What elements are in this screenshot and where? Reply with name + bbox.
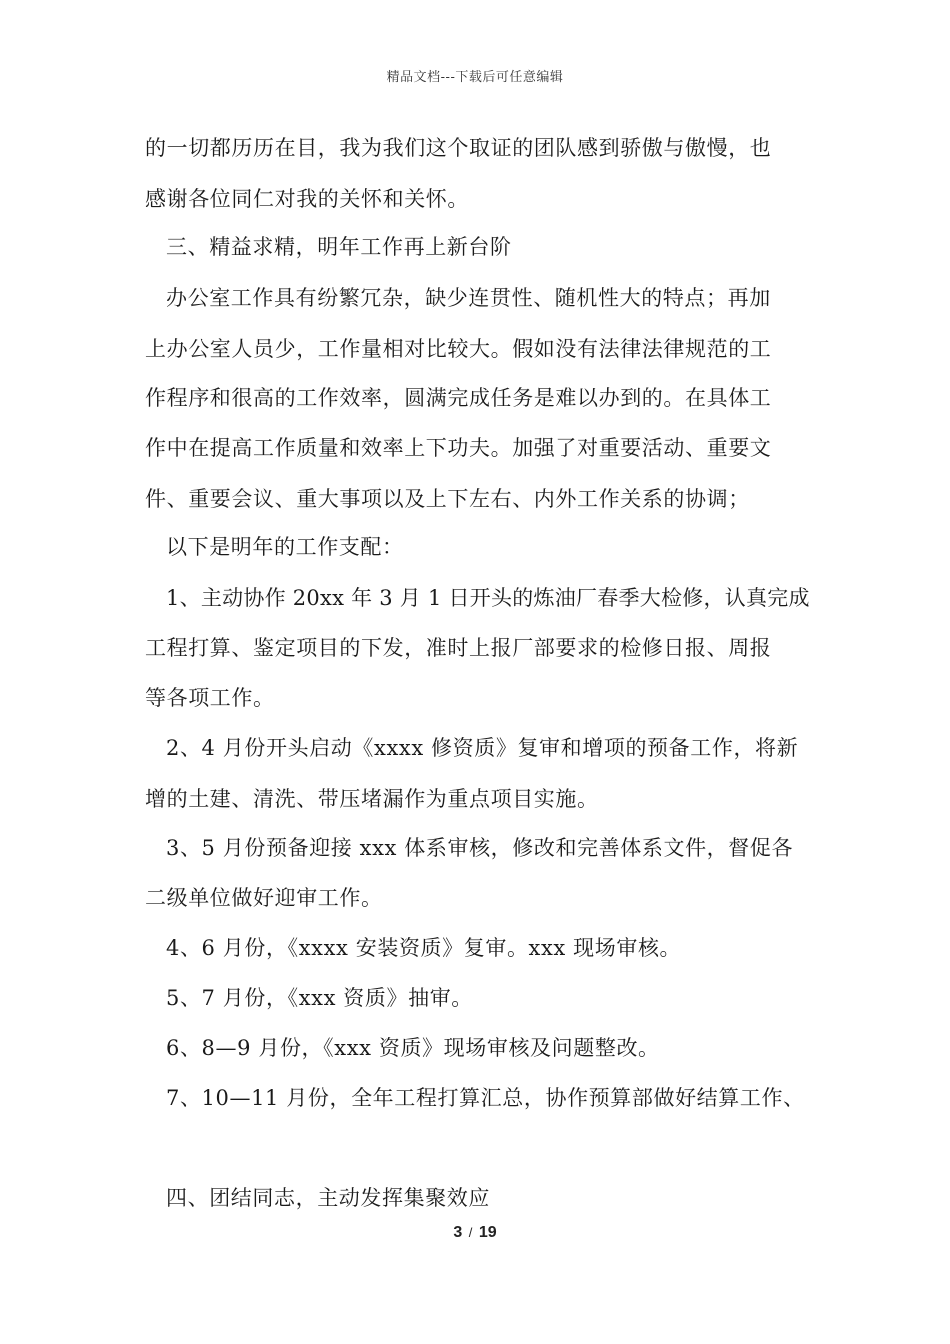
list-item: 7、10—11 月份，全年工程打算汇总，协作预算部做好结算工作、 <box>166 1086 805 1110</box>
text-line: 增的土建、清洗、带压堵漏作为重点项目实施。 <box>145 787 599 811</box>
page-number <box>0 1224 950 1242</box>
list-item: 6、8—9 月份，《xxx 资质》现场审核及问题整改。 <box>166 1036 660 1060</box>
text-line: 作程序和很高的工作效率，圆满完成任务是难以办到的。在具体工 <box>145 386 772 410</box>
text-line: 感谢各位同仁对我的关怀和关怀。 <box>145 187 469 211</box>
text-line: 件、重要会议、重大事项以及上下左右、内外工作关系的协调； <box>145 487 750 511</box>
list-item: 4、6 月份，《xxxx 安装资质》复审。xxx 现场审核。 <box>166 936 682 960</box>
list-item: 3、5 月份预备迎接 xxx 体系审核，修改和完善体系文件，督促各 <box>166 836 794 860</box>
text-line: 作中在提高工作质量和效率上下功夫。加强了对重要活动、重要文 <box>145 436 772 460</box>
text-line: 上办公室人员少，工作量相对比较大。假如没有法律法律规范的工 <box>145 337 772 361</box>
list-item: 2、4 月份开头启动《xxxx 修资质》复审和增项的预备工作，将新 <box>166 736 799 760</box>
list-item: 1、主动协作 20xx 年 3 月 1 日开头的炼油厂春季大检修，认真完成 <box>166 586 810 610</box>
text-line: 以下是明年的工作支配： <box>166 535 404 559</box>
section-heading: 四、团结同志，主动发挥集聚效应 <box>166 1186 490 1210</box>
text-line: 等各项工作。 <box>145 686 275 710</box>
text-line: 二级单位做好迎审工作。 <box>145 886 383 910</box>
page-header: 精品文档---下载后可任意编辑 <box>386 70 564 85</box>
text-line: 工程打算、鉴定项目的下发，准时上报厂部要求的检修日报、周报 <box>145 636 772 660</box>
total-pages: 19 <box>478 1224 497 1241</box>
text-line: 办公室工作具有纷繁冗杂，缺少连贯性、随机性大的特点；再加 <box>166 286 771 310</box>
section-heading: 三、精益求精，明年工作再上新台阶 <box>166 235 512 259</box>
text-line: 的一切都历历在目，我为我们这个取证的团队感到骄傲与傲慢，也 <box>145 136 772 160</box>
page-separator: / <box>468 1225 473 1240</box>
list-item: 5、7 月份，《xxx 资质》抽审。 <box>166 986 473 1010</box>
current-page: 3 <box>453 1224 463 1241</box>
